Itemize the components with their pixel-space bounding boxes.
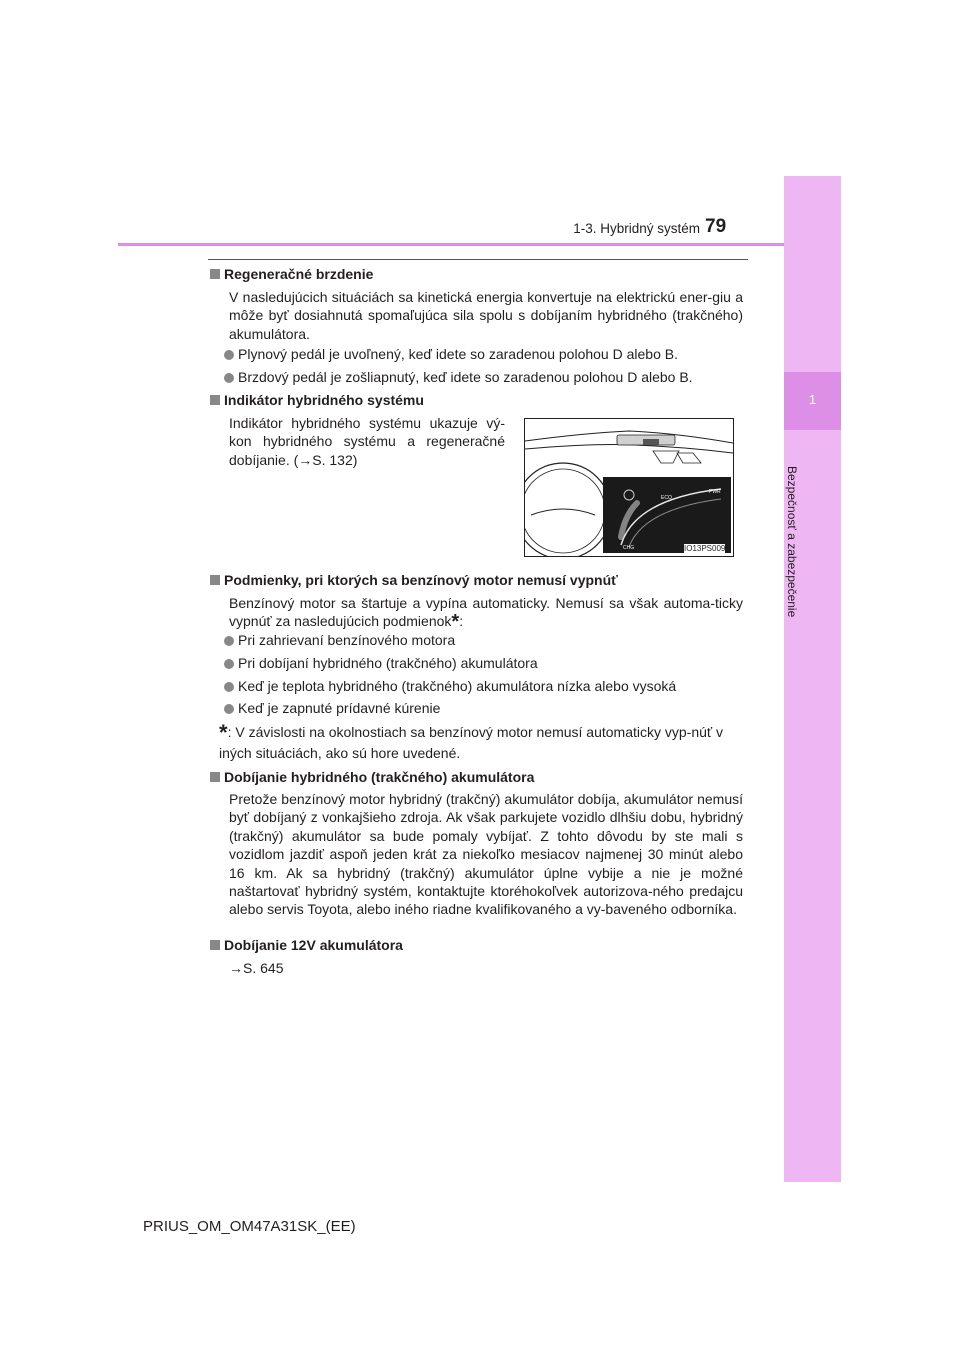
square-bullet-icon: [210, 269, 220, 279]
chapter-title: [783, 466, 801, 626]
heading-conditions: Podmienky, pri ktorých sa benzínový motor nemusí vypnúť: [210, 572, 618, 588]
content-rule: [208, 259, 748, 260]
section-title: 1-3. Hybridný systém: [573, 221, 700, 236]
square-bullet-icon: [210, 940, 220, 950]
footnote-star: *: [219, 720, 228, 745]
pwr-label: PWR: [709, 489, 721, 495]
square-bullet-icon: [210, 575, 220, 585]
paragraph-indicator: Indikátor hybridného systému ukazuje vý-kon hybridného systému a regeneračné dobíjanie. (→S. 132): [229, 415, 505, 468]
paragraph-charging: Pretože benzínový motor hybridný (trakčný) akumulátor dobíja, akumulátor nemusí byť dobíjaný z vonkajšieho zdroja. Ak však parkujete vozidlo dlhšiu dobu, hybridný (trakčný) akumulátor sa bude pomaly vybíjať. Z tohto dôvodu by ste mali s vozidlom jazdiť aspoň jeden krát za niekoľko mesiacov najmenej 30 minút alebo 16 km. Ak sa hybridný (trakčný) akumulátor úplne vybije a nie je možné naštartovať hybridný systém, kontaktujte ktoréhokoľvek autorizova-ného predajcu alebo servis Toyota, alebo iného riadne kvalifikovaného a vy-baveného odborníka.: [229, 791, 743, 918]
square-bullet-icon: [210, 395, 220, 405]
chapter-sidebar: [784, 176, 841, 1182]
heading-indicator: Indikátor hybridného systému: [210, 392, 424, 408]
chapter-title-text: Bezpečnosť a zabezpečenie: [785, 466, 799, 618]
circle-bullet-icon: [224, 659, 234, 669]
circle-bullet-icon: [224, 704, 234, 714]
chg-label: CHG: [623, 545, 635, 551]
footnote-star: *: [451, 611, 460, 634]
square-bullet-icon: [210, 772, 220, 782]
list-item: Keď je zapnuté prídavné kúrenie: [224, 700, 440, 716]
list-item: Pri dobíjaní hybridného (trakčného) akumulátora: [224, 655, 538, 671]
paragraph-regen: V nasledujúcich situáciách sa kinetická energia konvertuje na elektrickú ener-giu a môže byť dosiahnutá spomaľujúca sila spolu s dobíjaním hybridného (trakčného) akumulátora.: [229, 289, 743, 342]
figure-label: IO13PS009: [684, 544, 726, 553]
eco-label: ECO: [661, 495, 672, 501]
list-item: Plynový pedál je uvoľnený, keď idete so zaradenou polohou D alebo B.: [224, 346, 678, 362]
circle-bullet-icon: [224, 636, 234, 646]
page-number: 79: [705, 216, 727, 237]
list-item: Keď je teplota hybridného (trakčného) akumulátora nízka alebo vysoká: [224, 678, 676, 694]
header-line: [118, 243, 784, 246]
list-item: Brzdový pedál je zošliapnutý, keď idete so zaradenou polohou D alebo B.: [224, 369, 693, 385]
list-item: Pri zahrievaní benzínového motora: [224, 632, 455, 648]
circle-bullet-icon: [224, 373, 234, 383]
heading-12v: Dobíjanie 12V akumulátora: [210, 937, 403, 953]
hybrid-indicator-figure: [524, 418, 734, 557]
dashboard-illustration: [525, 419, 733, 556]
heading-regen: Regeneračné brzdenie: [210, 266, 373, 282]
paragraph-conditions: Benzínový motor sa štartuje a vypína automaticky. Nemusí sa však automa-ticky vypnúť za nasledujúcich podmienok*:: [229, 595, 743, 634]
footnote: *: V závislosti na okolnostiach sa benzínový motor nemusí automaticky vyp-núť v iných situáciách, ako sú hore uvedené.: [219, 720, 724, 761]
circle-bullet-icon: [224, 682, 234, 692]
document-code: PRIUS_OM_OM47A31SK_(EE): [143, 1218, 356, 1235]
chapter-number: 1: [808, 392, 817, 407]
page-reference-link[interactable]: →S. 645: [229, 960, 284, 976]
circle-bullet-icon: [224, 350, 234, 360]
heading-charging: Dobíjanie hybridného (trakčného) akumulátora: [210, 769, 534, 785]
